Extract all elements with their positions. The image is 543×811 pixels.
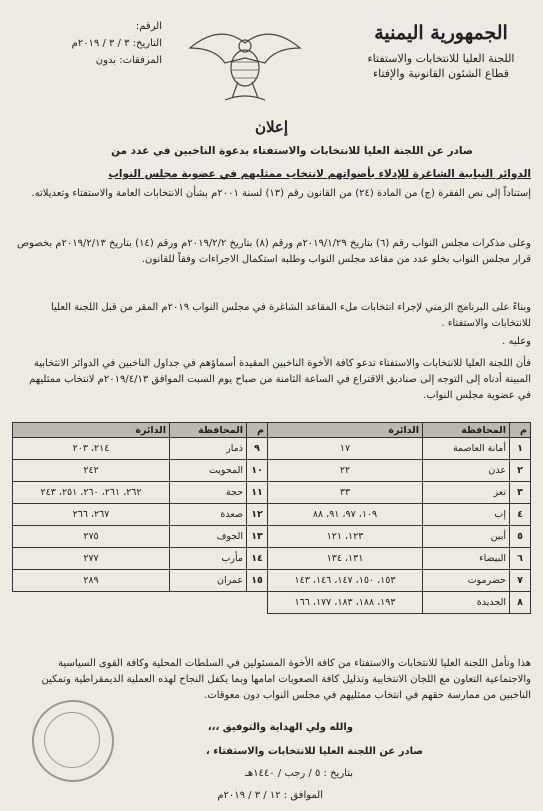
row-districts: ١٩٣، ١٨٨، ١٨٣، ١٧٧، ١٦٦ (268, 592, 423, 614)
table-header-row (13, 423, 268, 438)
table-row (268, 548, 531, 570)
republic-name: الجمهورية اليمنية (374, 22, 508, 44)
col-num: م (510, 423, 531, 438)
hijri-date-line (153, 766, 353, 782)
row-number: ٧ (510, 570, 531, 592)
row-number: ٣ (510, 482, 531, 504)
row-districts: ٢٨٩ (13, 570, 170, 592)
date-value: ٣ / ٣ / ٢٠١٩م (71, 38, 130, 49)
row-governorate: المحويت (170, 460, 247, 482)
table-row (268, 504, 531, 526)
row-number: ٤ (510, 504, 531, 526)
row-number: ١٤ (247, 548, 268, 570)
paragraph-memos: وعلى مذكرات مجلس النواب رقم (٦) بتاريخ ٢٠١٩/١/٢٩م ورقم (٨) بتاريخ ٢٠١٩/٢/٢م ورقم (١٤) بتاريخ ٢٠١٩/٢/١٣م بخصوص قرار مجلس النواب بخلو عدد من مقاعد مجلس النواب وطلبه استكمال الاجراءات وفقاً للقانون. (16, 238, 531, 265)
districts-table-right (267, 422, 531, 614)
ref-line (12, 18, 162, 35)
document-subtitle-2: الدوائر النيابية الشاغرة للإدلاء بأصواتهم لانتخاب ممثليهم في عضوية مجلس النواب (108, 168, 531, 180)
row-districts: ١٣١، ١٣٤ (268, 548, 423, 570)
paragraph-schedule: وبناءً على البرنامج الزمني لإجراء انتخابات ملء المقاعد الشاغرة في مجلس النواب ٢٠١٩م المقر من قبل اللجنة العليا للانتخابات والاستفتاء . (50, 302, 531, 329)
row-number: ١١ (247, 482, 268, 504)
blessing-line: والله ولي الهداية والتوفيق ،،، (207, 722, 353, 733)
row-number: ١٠ (247, 460, 268, 482)
table-row (13, 482, 268, 504)
row-number: ١٣ (247, 526, 268, 548)
row-governorate: الجوف (170, 526, 247, 548)
row-districts: ٢٦٢، ٢٦١، ٢٦٠، ٢٥١، ٢٤٣ (13, 482, 170, 504)
table-row (13, 438, 268, 460)
hijri-label: بتاريخ : (323, 768, 353, 779)
table-row (268, 592, 531, 614)
row-districts: ٢٤٢ (13, 460, 170, 482)
table-row (268, 526, 531, 548)
row-districts: ٢٧٧ (13, 548, 170, 570)
table-row (13, 548, 268, 570)
table-row (13, 526, 268, 548)
row-governorate: البيضاء (423, 548, 510, 570)
table-row (268, 482, 531, 504)
row-number: ١ (510, 438, 531, 460)
hijri-value: ٥ / رجب / ١٤٤٠هـ (244, 768, 321, 779)
col-dist: الدائرة (268, 423, 423, 438)
eagle-emblem-icon (180, 18, 310, 108)
row-governorate: الحديدة (423, 592, 510, 614)
row-districts: ٣٣ (268, 482, 423, 504)
paragraph-therefore: وعليه . (502, 336, 531, 347)
row-governorate: أمانة العاصمة (423, 438, 510, 460)
document-title: إعلان (254, 118, 289, 136)
table-row (268, 438, 531, 460)
row-number: ٢ (510, 460, 531, 482)
table-row (13, 570, 268, 592)
row-number: ٩ (247, 438, 268, 460)
col-num: م (247, 423, 268, 438)
attachments-value: بدون (95, 55, 117, 66)
table-row (268, 570, 531, 592)
attachments-line (12, 52, 162, 69)
col-gov: المحافظة (423, 423, 510, 438)
row-governorate: عدن (423, 460, 510, 482)
row-governorate: أبين (423, 526, 510, 548)
row-districts: ١٧ (268, 438, 423, 460)
gregorian-label: الموافق : (283, 790, 323, 801)
table-row (13, 504, 268, 526)
row-number: ٨ (510, 592, 531, 614)
date-label: التاريخ: (132, 38, 162, 49)
row-districts: ٢٢ (268, 460, 423, 482)
ref-label: الرقم: (135, 21, 162, 32)
reference-block (12, 18, 162, 69)
districts-table-left (12, 422, 268, 592)
row-districts: ٢١٤، ٢٠٣ (13, 438, 170, 460)
row-governorate: عمران (170, 570, 247, 592)
table-row (13, 460, 268, 482)
document-subtitle: صادر عن اللجنة العليا للانتخابات والاستفتاء بدعوة الناخبين في عدد من (111, 145, 473, 157)
sector-name: قطاع الشئون القانونية والإفتاء (372, 67, 510, 80)
row-number: ٥ (510, 526, 531, 548)
table-row (268, 460, 531, 482)
col-gov: المحافظة (170, 423, 247, 438)
row-districts: ٢٧٥ (13, 526, 170, 548)
row-governorate: تعز (423, 482, 510, 504)
gregorian-value: ١٢ / ٣ / ٢٠١٩م (217, 790, 281, 801)
row-districts: ٢٦٧، ٢٦٦ (13, 504, 170, 526)
row-number: ١٥ (247, 570, 268, 592)
table-header-row (268, 423, 531, 438)
row-number: ١٢ (247, 504, 268, 526)
gregorian-date-line (123, 788, 323, 804)
row-governorate: حضرموت (423, 570, 510, 592)
row-governorate: إب (423, 504, 510, 526)
committee-name: اللجنة العليا للانتخابات والاستفتاء (367, 52, 515, 65)
row-districts: ١٥٣، ١٥٠، ١٤٧، ١٤٦، ١٤٣ (268, 570, 423, 592)
date-line (12, 35, 162, 52)
paragraph-invitation: فأن اللجنة العليا للانتخابات والاستفتاء تدعو كافة الأخوة الناخبين المقيدة أسماؤهم في جداول الناخبين في الدوائر الانتخابية المبينة أدناه إلى التوجه إلى صناديق الاقتراع في الساعة الثامنة من صباح يوم السبت الموافق ٢٠١٩/٤/١٣م لانتخاب ممثليهم في عضوية مجلس النواب. (29, 358, 531, 401)
row-governorate: حجة (170, 482, 247, 504)
row-governorate: صعدة (170, 504, 247, 526)
closing-paragraph: هذا وتأمل اللجنة العليا للانتخابات والاستفتاء من كافة الأخوة المسئولين في السلطات المحلية وكافة القوى السياسية والاجتماعية التعاون مع اللجان الانتخابية وتذليل كافة الصعوبات امامها وبما يكفل النجاح لهذه العملية الديمقراطية وتمكين الناخبين من ممارسة حقهم في انتخاب ممثليهم في مجلس النواب دون معوقات. (41, 658, 531, 701)
signature-line: صادر عن اللجنة العليا للانتخابات والاستفتاء ، (205, 746, 423, 757)
attachments-label: المرفقات: (119, 55, 162, 66)
row-districts: ١٢٣، ١٢١ (268, 526, 423, 548)
col-dist: الدائرة (13, 423, 170, 438)
paragraph-legal-basis: إستناداً إلى نص الفقرة (ج) من المادة (٢٤) من القانون رقم (١٣) لسنة ٢٠٠١م بشأن الانتخابات العامة والاستفتاء وتعديلاته. (31, 188, 531, 199)
official-stamp-icon (32, 700, 114, 782)
row-number: ٦ (510, 548, 531, 570)
row-governorate: ذمار (170, 438, 247, 460)
letterhead-block (351, 22, 531, 80)
row-districts: ١٠٩، ٩٧، ٩١، ٨٨ (268, 504, 423, 526)
row-governorate: مأرب (170, 548, 247, 570)
